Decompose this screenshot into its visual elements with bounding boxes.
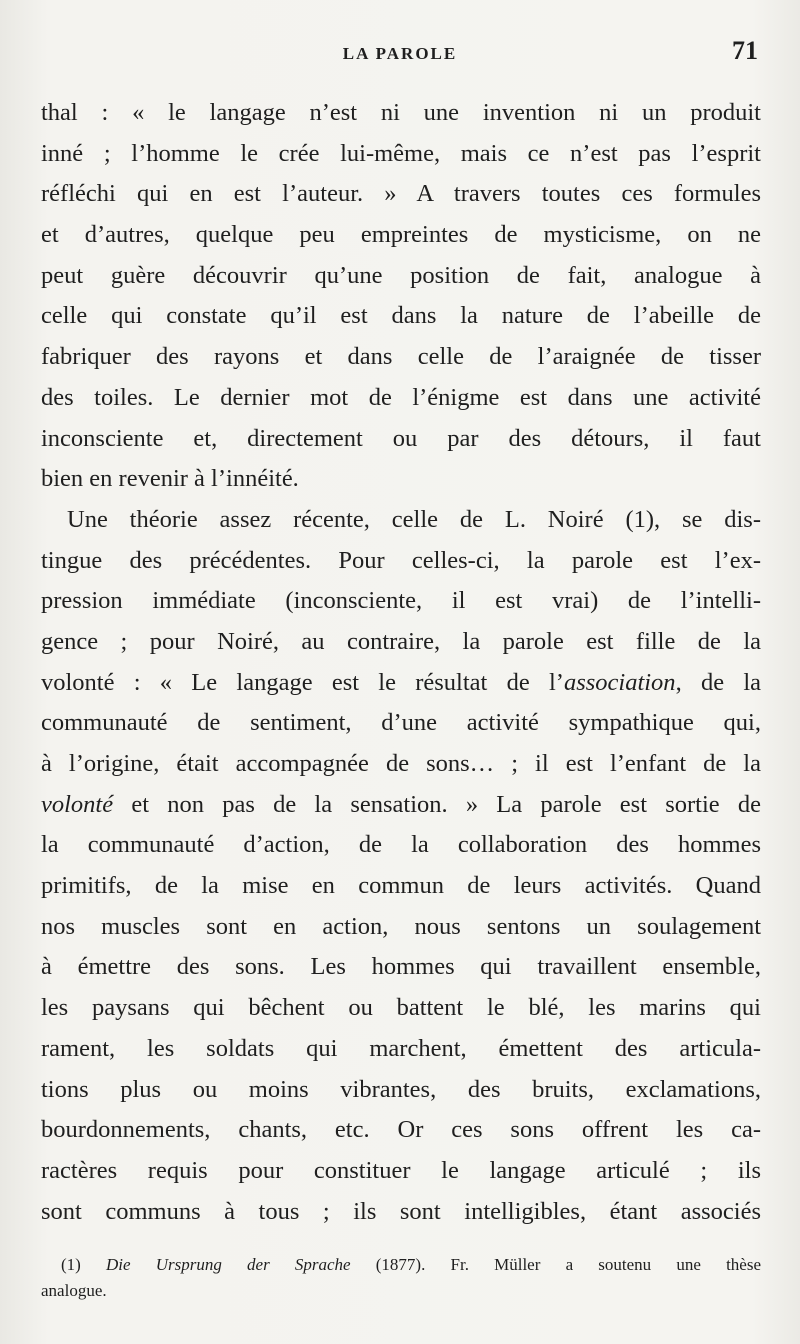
text-line: celle qui constate qu’il est dans la nature de l’abeille de (41, 302, 761, 330)
footnote-line: analogue. (41, 1281, 107, 1300)
text-line: peut guère découvrir qu’une position de fait, analogue à (41, 261, 761, 289)
running-title: LA PAROLE (342, 44, 458, 63)
text-line: sont communs à tous ; ils sont intelligibles, étant associés (41, 1197, 761, 1225)
text-line: pression immédiate (inconsciente, il est vrai) de l’intelli- (41, 587, 761, 615)
text-run: et non pas de la sensation. » La parole est sortie de (113, 790, 761, 818)
text-line: inconsciente et, directement ou par des détours, il faut (41, 424, 761, 452)
italic-term: association (563, 668, 676, 696)
text-line: des toiles. Le dernier mot de l’énigme est dans une activité (41, 383, 761, 411)
text-run: , de la (675, 668, 761, 696)
text-line: bien en revenir à l’innéité. (41, 465, 299, 493)
text-line: Une théorie assez récente, celle de L. Noiré (1), se dis- (67, 505, 761, 533)
text-line: primitifs, de la mise en commun de leurs activités. Quand (41, 872, 761, 900)
text-line: la communauté d’action, de la collaboration des hommes (41, 831, 761, 859)
footnote-marker: (1) (61, 1255, 81, 1274)
text-line: fabriquer des rayons et dans celle de l’araignée de tisser (41, 343, 761, 371)
footnote-line (41, 1252, 761, 1278)
text-line: thal : « le langage n’est ni une invention ni un produit (41, 99, 761, 126)
text-line: tions plus ou moins vibrantes, des bruits, exclamations, (41, 1075, 761, 1103)
text-line: à émettre des sons. Les hommes qui travaillent ensemble, (41, 953, 761, 981)
text-line: ractères requis pour constituer le langage articulé ; ils (41, 1156, 761, 1184)
footnote (41, 1252, 761, 1304)
body-text (41, 93, 761, 1232)
text-line: à l’origine, était accompagnée de sons… ; il est l’enfant de la (41, 750, 761, 777)
text-run: volonté : « Le langage est le résultat de l’ (41, 668, 564, 696)
text-line: tingue des précédentes. Pour celles-ci, la parole est l’ex- (41, 546, 761, 574)
text-line: gence ; pour Noiré, au contraire, la parole est fille de la (41, 627, 761, 655)
running-head (40, 36, 760, 70)
footnote-title: Die Ursprung der Sprache (106, 1255, 351, 1274)
text-line: communauté de sentiment, d’une activité sympathique qui, (41, 709, 761, 737)
text-line: les paysans qui bêchent ou battent le blé, les marins qui (41, 994, 761, 1022)
text-line: bourdonnements, chants, etc. Or ces sons offrent les ca- (41, 1116, 761, 1144)
text-line: rament, les soldats qui marchent, émettent des articula- (41, 1034, 761, 1062)
italic-term: volonté (41, 790, 114, 818)
footnote-text: (1877). Fr. Müller a soutenu une thèse (350, 1255, 761, 1274)
text-line: inné ; l’homme le crée lui-même, mais ce n’est pas l’esprit (41, 139, 761, 167)
text-line: nos muscles sont en action, nous sentons un soulagement (41, 912, 761, 940)
text-line: réfléchi qui en est l’auteur. » A travers toutes ces formules (41, 180, 761, 208)
page-number: 71 (732, 36, 758, 65)
text-line (41, 663, 761, 704)
text-line (41, 785, 761, 826)
text-line: et d’autres, quelque peu empreintes de mysticisme, on ne (41, 221, 761, 249)
